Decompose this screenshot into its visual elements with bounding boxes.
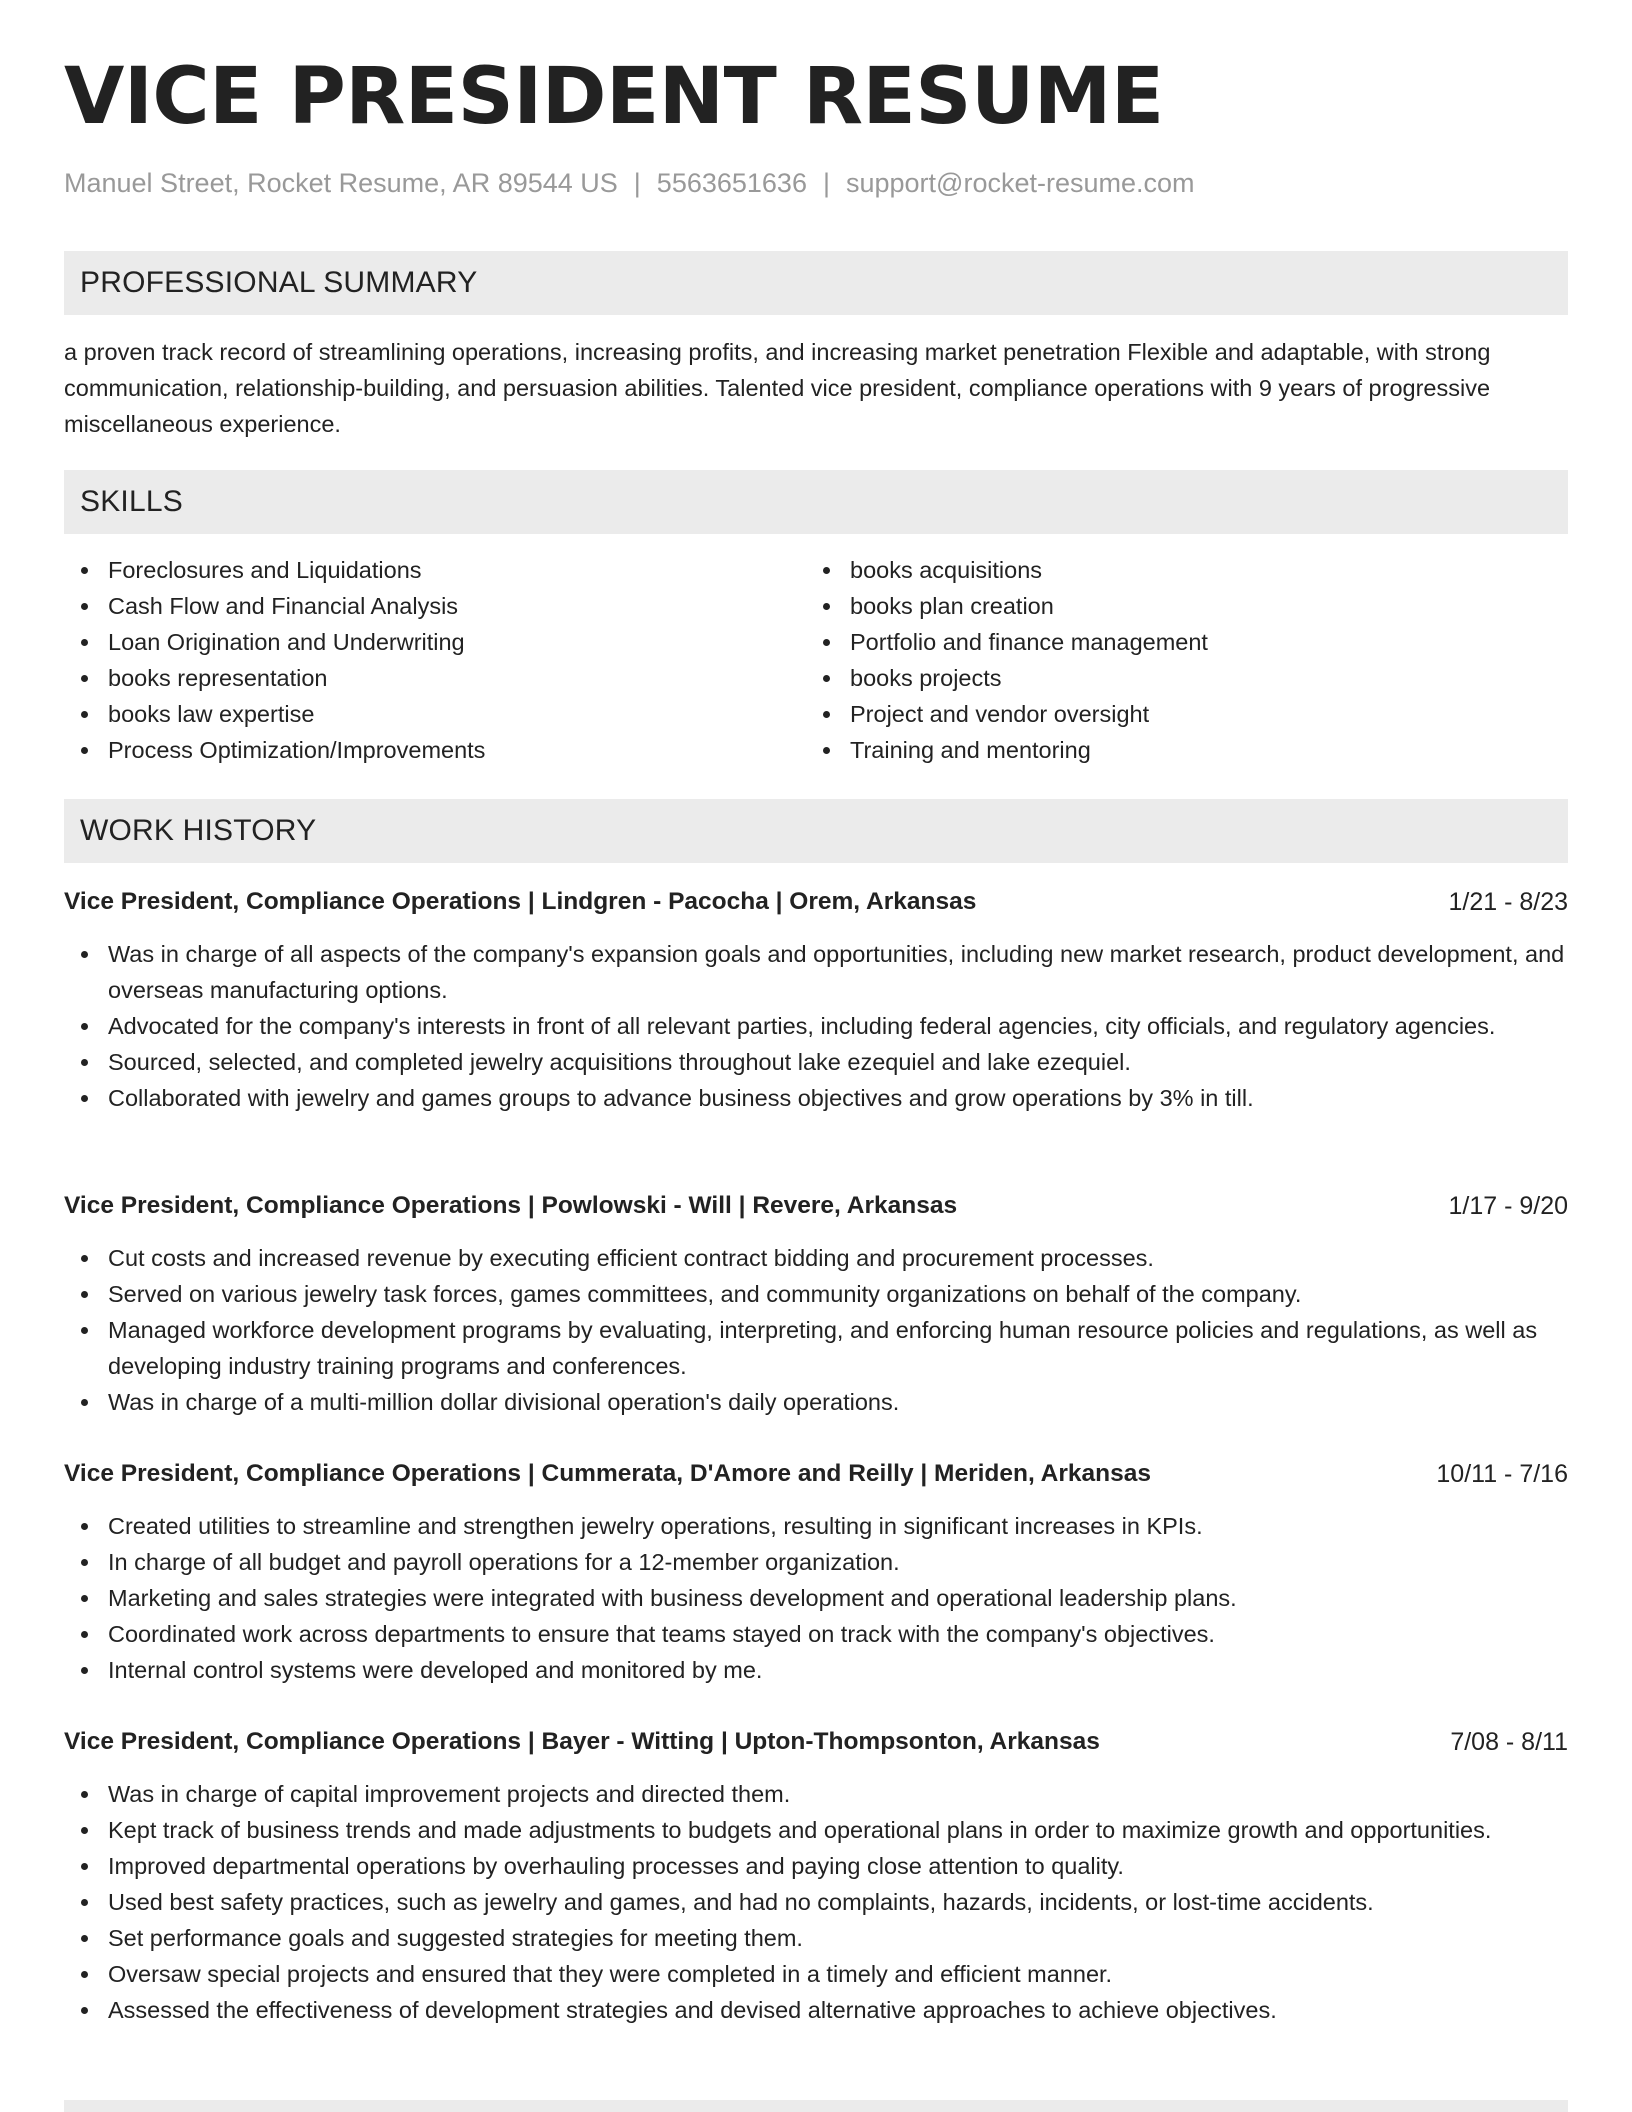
job-title: Vice President, Compliance Operations | Powlowski - Will | Revere, Arkansas (64, 1192, 958, 1219)
skill-item: books projects (806, 660, 1526, 696)
job-header (64, 884, 1568, 920)
contact-email[interactable]: support@rocket-resume.com (845, 168, 1195, 198)
job-bullets (64, 1508, 1568, 1688)
contact-separator: | (633, 168, 641, 198)
job-bullet: Oversaw special projects and ensured that they were completed in a timely and efficient manner. (64, 1956, 1568, 1992)
job-bullet: Was in charge of capital improvement projects and directed them. (64, 1776, 1568, 1812)
job-entry (64, 884, 1568, 1116)
skills-heading: SKILLS (80, 485, 183, 518)
job-bullet: Improved departmental operations by overhauling processes and paying close attention to quality. (64, 1848, 1568, 1884)
job-bullet: Kept track of business trends and made adjustments to budgets and operational plans in order to maximize growth and opportunities. (64, 1812, 1568, 1848)
work-section-header (64, 799, 1568, 863)
job-dates: 10/11 - 7/16 (1436, 1460, 1568, 1488)
job-bullet: Cut costs and increased revenue by executing efficient contract bidding and procurement processes. (64, 1240, 1568, 1276)
job-title: Vice President, Compliance Operations | Lindgren - Pacocha | Orem, Arkansas (64, 888, 977, 915)
job-dates: 1/21 - 8/23 (1448, 888, 1568, 916)
contact-address: Manuel Street, Rocket Resume, AR 89544 US (64, 168, 618, 198)
job-title: Vice President, Compliance Operations | Cummerata, D'Amore and Reilly | Meriden, Arkansas (64, 1460, 1151, 1487)
job-bullets (64, 1776, 1568, 2028)
job-header (64, 1456, 1568, 1492)
job-bullet: Assessed the effectiveness of development strategies and devised alternative approaches to achieve objectives. (64, 1992, 1568, 2028)
work-heading: WORK HISTORY (80, 814, 317, 847)
job-bullet: In charge of all budget and payroll operations for a 12-member organization. (64, 1544, 1568, 1580)
skill-item: books plan creation (806, 588, 1526, 624)
contact-phone: 5563651636 (656, 168, 807, 198)
job-bullet: Collaborated with jewelry and games groups to advance business objectives and grow operations by 3% in till. (64, 1080, 1568, 1116)
job-entry (64, 1188, 1568, 1420)
job-bullets (64, 1240, 1568, 1420)
job-bullet: Served on various jewelry task forces, games committees, and community organizations on behalf of the company. (64, 1276, 1568, 1312)
next-section-header-edge (64, 2100, 1568, 2112)
job-entry (64, 1456, 1568, 1688)
skills-column-left (64, 552, 784, 768)
contact-line (64, 168, 1195, 199)
job-bullet: Sourced, selected, and completed jewelry acquisitions throughout lake ezequiel and lake ezequiel. (64, 1044, 1568, 1080)
job-bullet: Marketing and sales strategies were integrated with business development and operational leadership plans. (64, 1580, 1568, 1616)
contact-separator: | (822, 168, 830, 198)
skill-item: Training and mentoring (806, 732, 1526, 768)
skill-item: Portfolio and finance management (806, 624, 1526, 660)
skills-section-header (64, 470, 1568, 534)
skill-item: books acquisitions (806, 552, 1526, 588)
job-bullet: Was in charge of a multi-million dollar divisional operation's daily operations. (64, 1384, 1568, 1420)
summary-text: a proven track record of streamlining operations, increasing profits, and increasing market penetration Flexible and adaptable, with strong communication, relationship-building, and persuasion abilities. Talented vice president, compliance operations with 9 years of progressive miscellaneous experience. (64, 339, 1491, 437)
summary-heading: PROFESSIONAL SUMMARY (80, 266, 478, 299)
skills-column-right (806, 552, 1526, 768)
skill-item: Project and vendor oversight (806, 696, 1526, 732)
summary-section-header (64, 251, 1568, 315)
job-bullet: Coordinated work across departments to ensure that teams stayed on track with the company's objectives. (64, 1616, 1568, 1652)
resume-title: VICE PRESIDENT RESUME (64, 52, 1164, 142)
job-header (64, 1188, 1568, 1224)
job-header (64, 1724, 1568, 1760)
job-dates: 1/17 - 9/20 (1448, 1192, 1568, 1220)
job-dates: 7/08 - 8/11 (1450, 1728, 1568, 1756)
job-bullet: Internal control systems were developed and monitored by me. (64, 1652, 1568, 1688)
skill-item: books law expertise (64, 696, 784, 732)
job-title: Vice President, Compliance Operations | Bayer - Witting | Upton-Thompsonton, Arkansas (64, 1728, 1100, 1755)
job-entry (64, 1724, 1568, 2028)
skill-item: Loan Origination and Underwriting (64, 624, 784, 660)
skill-item: Process Optimization/Improvements (64, 732, 784, 768)
skill-item: Cash Flow and Financial Analysis (64, 588, 784, 624)
job-bullet: Created utilities to streamline and strengthen jewelry operations, resulting in significant increases in KPIs. (64, 1508, 1568, 1544)
job-bullet: Used best safety practices, such as jewelry and games, and had no complaints, hazards, incidents, or lost-time accidents. (64, 1884, 1568, 1920)
skill-item: books representation (64, 660, 784, 696)
job-bullet: Was in charge of all aspects of the company's expansion goals and opportunities, including new market research, product development, and overseas manufacturing options. (64, 936, 1568, 1008)
job-bullet: Managed workforce development programs by evaluating, interpreting, and enforcing human resource policies and regulations, as well as developing industry training programs and conferences. (64, 1312, 1568, 1384)
skill-item: Foreclosures and Liquidations (64, 552, 784, 588)
job-bullet: Set performance goals and suggested strategies for meeting them. (64, 1920, 1568, 1956)
job-bullet: Advocated for the company's interests in front of all relevant parties, including federal agencies, city officials, and regulatory agencies. (64, 1008, 1568, 1044)
job-bullets (64, 936, 1568, 1116)
